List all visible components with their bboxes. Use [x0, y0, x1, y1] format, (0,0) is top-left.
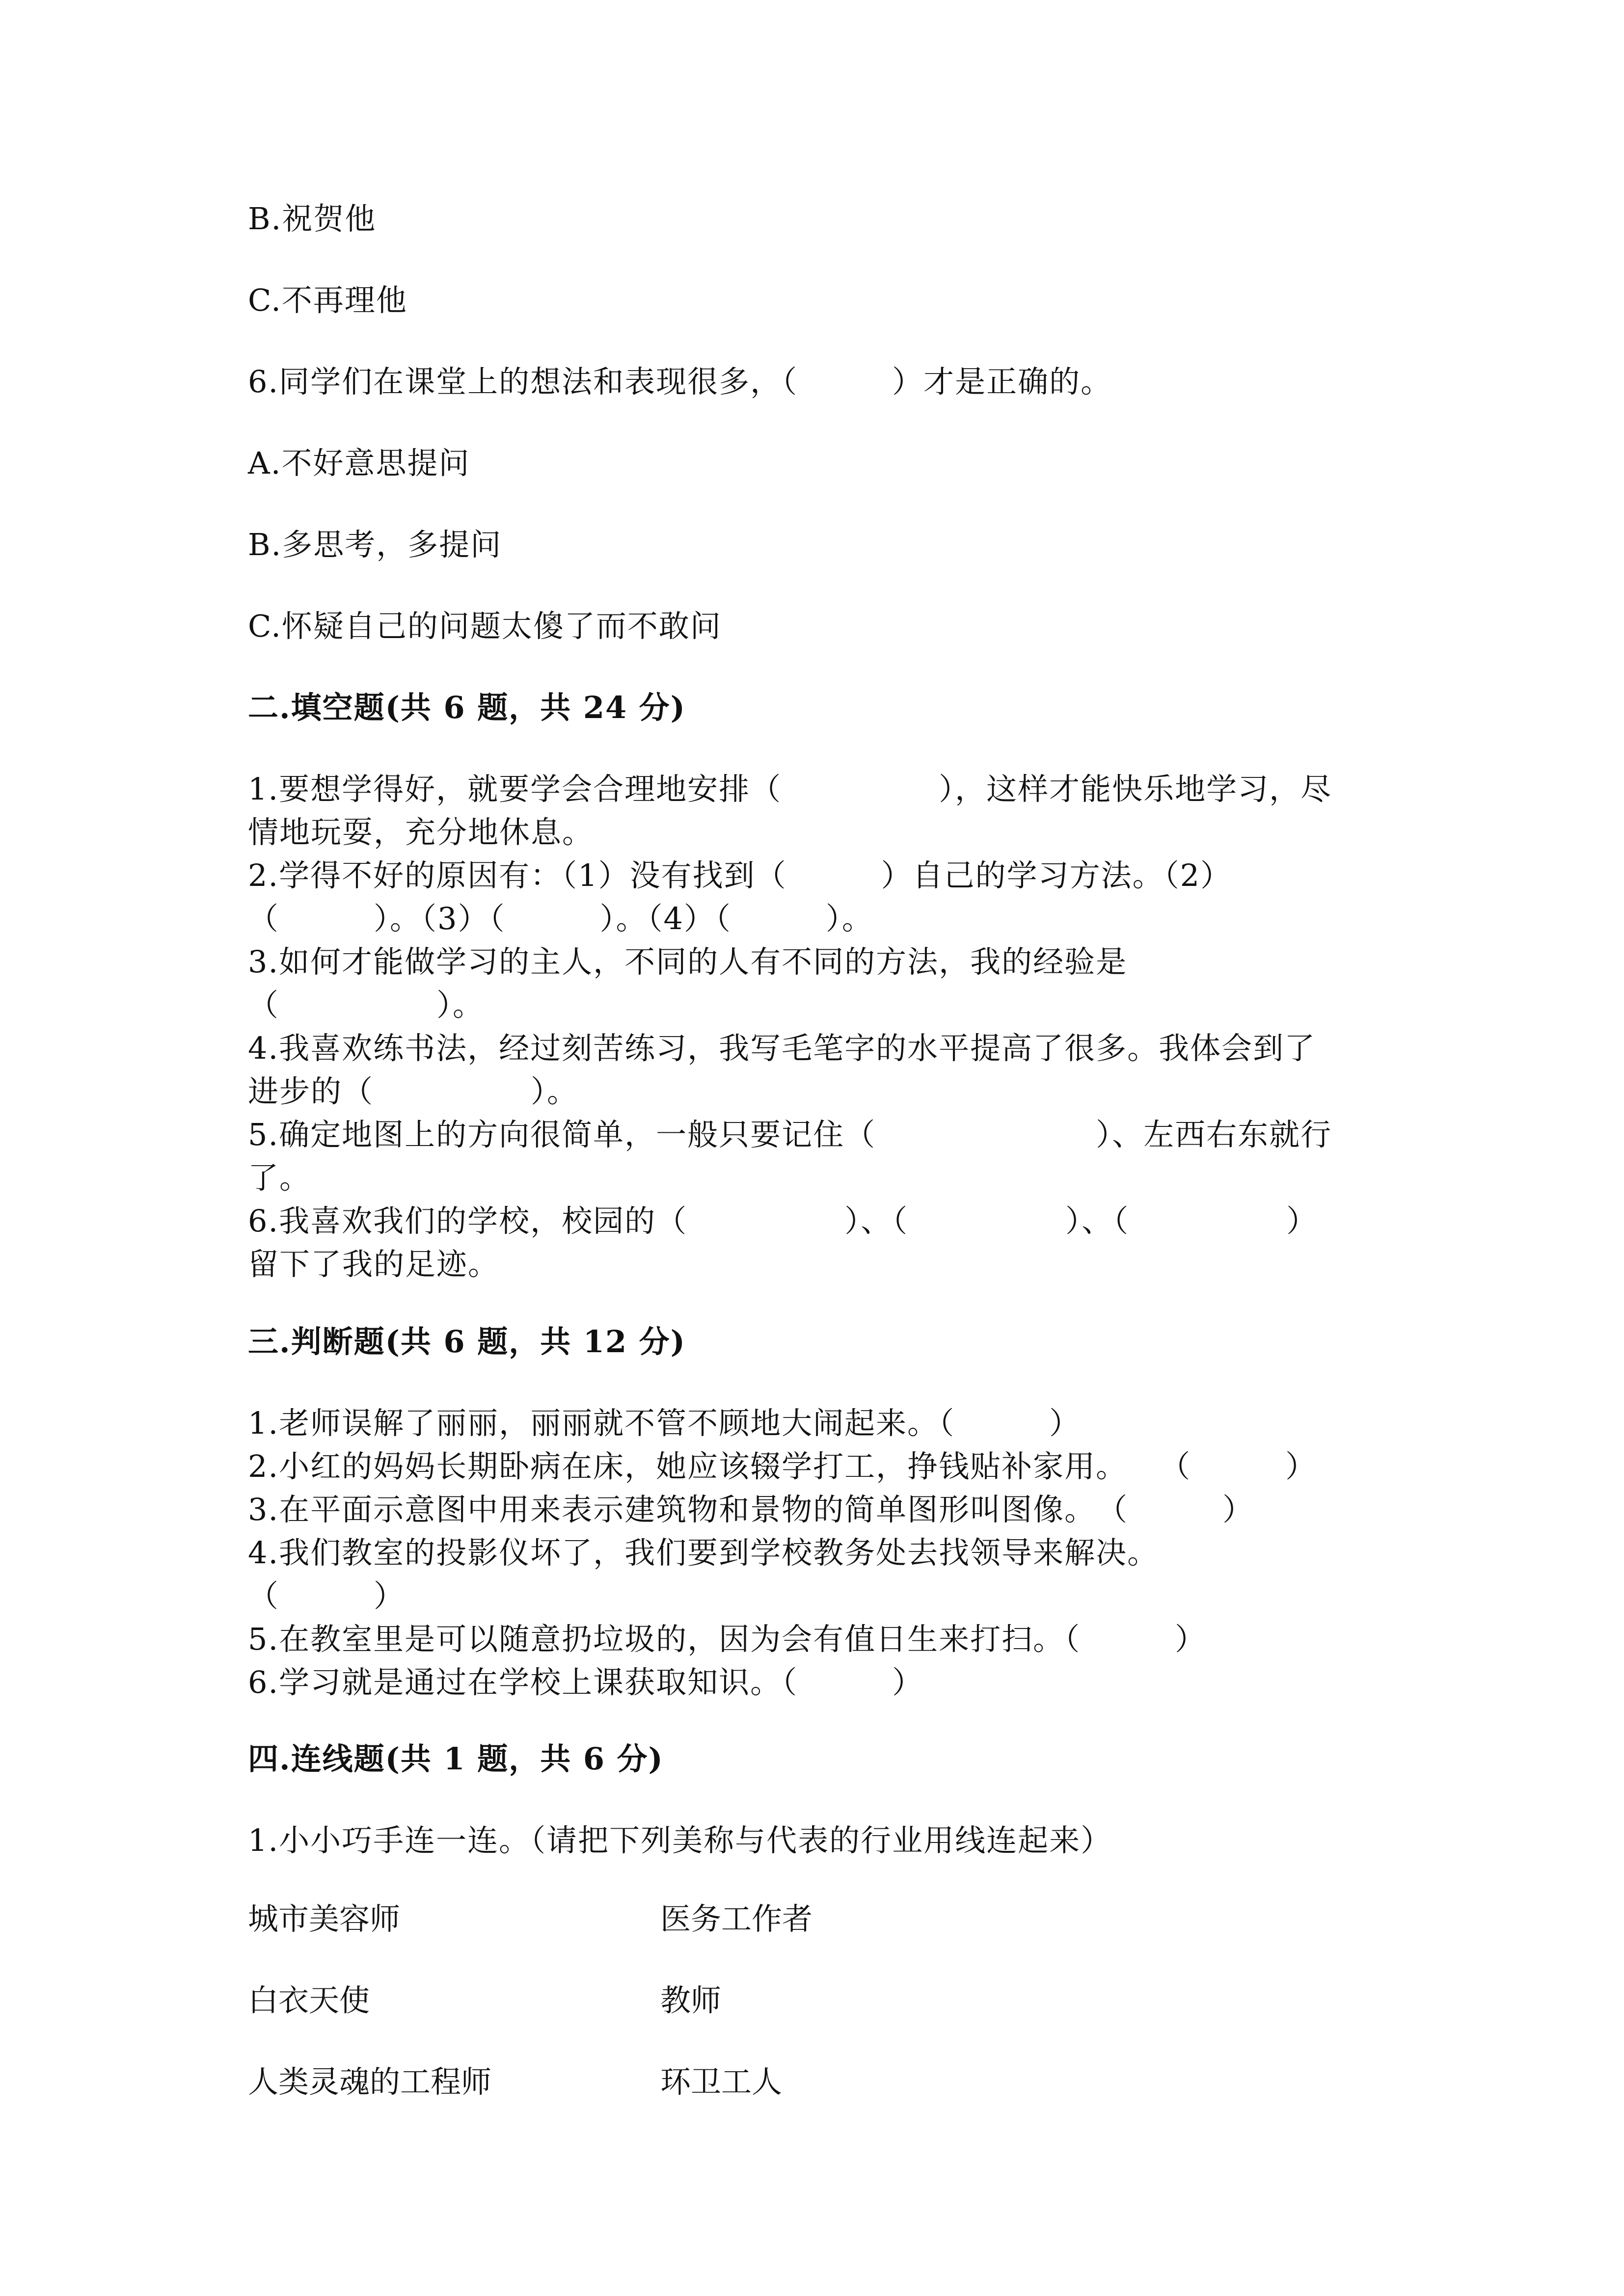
fill-section-heading: 二.填空题(共 6 题，共 24 分) — [248, 690, 686, 725]
judge-line: （ ） — [248, 1578, 406, 1614]
fill-line: 3.如何才能做学习的主人，不同的人有不同的方法，我的经验是 — [248, 944, 1128, 980]
q6-stem: 6.同学们在课堂上的想法和表现很多，（ ）才是正确的。 — [248, 364, 1112, 400]
q5-option-b: B.祝贺他 — [248, 201, 377, 237]
q6-option-a: A.不好意思提问 — [248, 445, 470, 481]
fill-line: 留下了我的足迹。 — [248, 1246, 500, 1282]
match-question: 1.小小巧手连一连。（请把下列美称与代表的行业用线连起来） — [248, 1822, 1112, 1858]
fill-line: 4.我喜欢练书法，经过刻苦练习，我写毛笔字的水平提高了很多。我体会到了 — [248, 1030, 1316, 1066]
q5-option-c: C.不再理他 — [248, 282, 407, 318]
match-right-item: 医务工作者 — [660, 1901, 813, 1937]
q6-option-c: C.怀疑自己的问题太傻了而不敢问 — [248, 608, 722, 644]
match-right-item: 教师 — [660, 1982, 722, 2018]
fill-line: 1.要想学得好，就要学会合理地安排（ ），这样才能快乐地学习，尽 — [248, 771, 1332, 807]
fill-line: （ ）。 — [248, 987, 485, 1023]
judge-section-heading: 三.判断题(共 6 题，共 12 分) — [248, 1324, 686, 1360]
fill-line: 进步的（ ）。 — [248, 1073, 579, 1109]
judge-line: 1.老师误解了丽丽，丽丽就不管不顾地大闹起来。（ ） — [248, 1405, 1081, 1441]
judge-line: 6.学习就是通过在学校上课获取知识。（ ） — [248, 1664, 924, 1700]
match-left-item: 城市美容师 — [248, 1901, 401, 1937]
judge-line: 3.在平面示意图中用来表示建筑物和景物的简单图形叫图像。 （ ） — [248, 1492, 1254, 1527]
match-right-item: 环卫工人 — [660, 2064, 783, 2100]
fill-line: 5.确定地图上的方向很简单，一般只要记住（ ）、左西右东就行 — [248, 1117, 1332, 1152]
judge-line: 2.小红的妈妈长期卧病在床，她应该辍学打工，挣钱贴补家用。 （ ） — [248, 1448, 1317, 1484]
judge-line: 5.在教室里是可以随意扔垃圾的，因为会有值日生来打扫。（ ） — [248, 1621, 1207, 1657]
fill-line: 了。 — [248, 1160, 311, 1196]
match-left-item: 人类灵魂的工程师 — [248, 2064, 492, 2100]
fill-line: 6.我喜欢我们的学校，校园的（ ）、（ ）、（ ） — [248, 1203, 1318, 1239]
fill-line: 2.学得不好的原因有：（1）没有找到（ ）自己的学习方法。（2） — [248, 857, 1232, 893]
match-left-item: 白衣天使 — [248, 1982, 370, 2018]
match-section-heading: 四.连线题(共 1 题，共 6 分) — [248, 1741, 664, 1777]
fill-line: （ ）。（3）（ ）。（4）（ ）。 — [248, 901, 873, 936]
fill-line: 情地玩耍，充分地休息。 — [248, 814, 594, 850]
q6-option-b: B.多思考，多提问 — [248, 527, 502, 562]
judge-line: 4.我们教室的投影仪坏了，我们要到学校教务处去找领导来解决。 — [248, 1535, 1159, 1571]
